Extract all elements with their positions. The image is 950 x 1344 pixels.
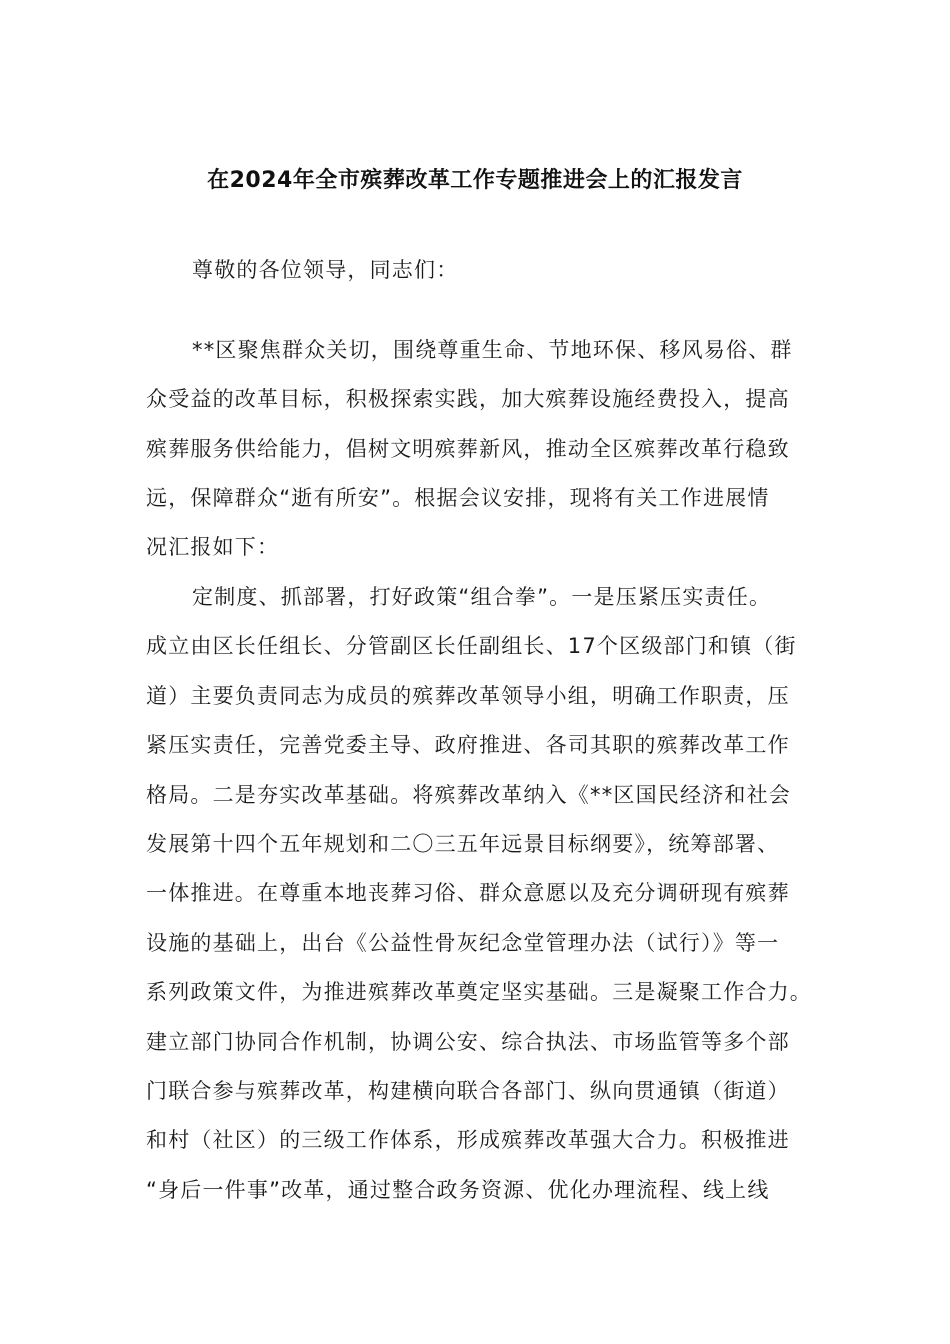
paragraph-line: 格局。二是夯实改革基础。将殡葬改革纳入《**区国民经济和社会 <box>146 783 791 807</box>
paragraph-line: **区聚焦群众关切，围绕尊重生命、节地环保、移风易俗、群 <box>192 338 793 362</box>
salutation-line: 尊敬的各位领导，同志们： <box>192 258 459 282</box>
document-title: 在2024年全市殡葬改革工作专题推进会上的汇报发言 <box>207 168 743 193</box>
paragraph-line: 一体推进。在尊重本地丧葬习俗、群众意愿以及充分调研现有殡葬 <box>146 881 790 905</box>
paragraph-line: 门联合参与殡葬改革，构建横向联合各部门、纵向贯通镇（街道） <box>146 1079 790 1103</box>
paragraph-line: “身后一件事”改革，通过整合政务资源、优化办理流程、线上线 <box>146 1178 770 1202</box>
paragraph-line: 殡葬服务供给能力，倡树文明殡葬新风，推动全区殡葬改革行稳致 <box>146 437 790 461</box>
paragraph-line: 系列政策文件，为推进殡葬改革奠定坚实基础。三是凝聚工作合力。 <box>146 980 812 1004</box>
paragraph-line: 成立由区长任组长、分管副区长任副组长、17个区级部门和镇（街 <box>146 634 797 658</box>
paragraph-line: 发展第十四个五年规划和二〇三五年远景目标纲要》，统筹部署、 <box>146 832 780 856</box>
paragraph-line: 道）主要负责同志为成员的殡葬改革领导小组，明确工作职责，压 <box>146 684 790 708</box>
paragraph-line: 和村（社区）的三级工作体系，形成殡葬改革强大合力。积极推进 <box>146 1128 790 1152</box>
paragraph-line: 远，保障群众“逝有所安”。根据会议安排，现将有关工作进展情 <box>146 486 770 510</box>
paragraph-line: 建立部门协同合作机制，协调公安、综合执法、市场监管等多个部 <box>146 1030 790 1054</box>
paragraph-line: 设施的基础上，出台《公益性骨灰纪念堂管理办法（试行）》等一 <box>146 931 780 955</box>
paragraph-line: 众受益的改革目标，积极探索实践，加大殡葬设施经费投入，提高 <box>146 387 790 411</box>
paragraph-line: 定制度、抓部署，打好政策“组合拳”。一是压紧压实责任。 <box>192 585 772 609</box>
paragraph-line: 况汇报如下： <box>146 535 280 559</box>
paragraph-line: 紧压实责任，完善党委主导、政府推进、各司其职的殡葬改革工作 <box>146 733 790 757</box>
